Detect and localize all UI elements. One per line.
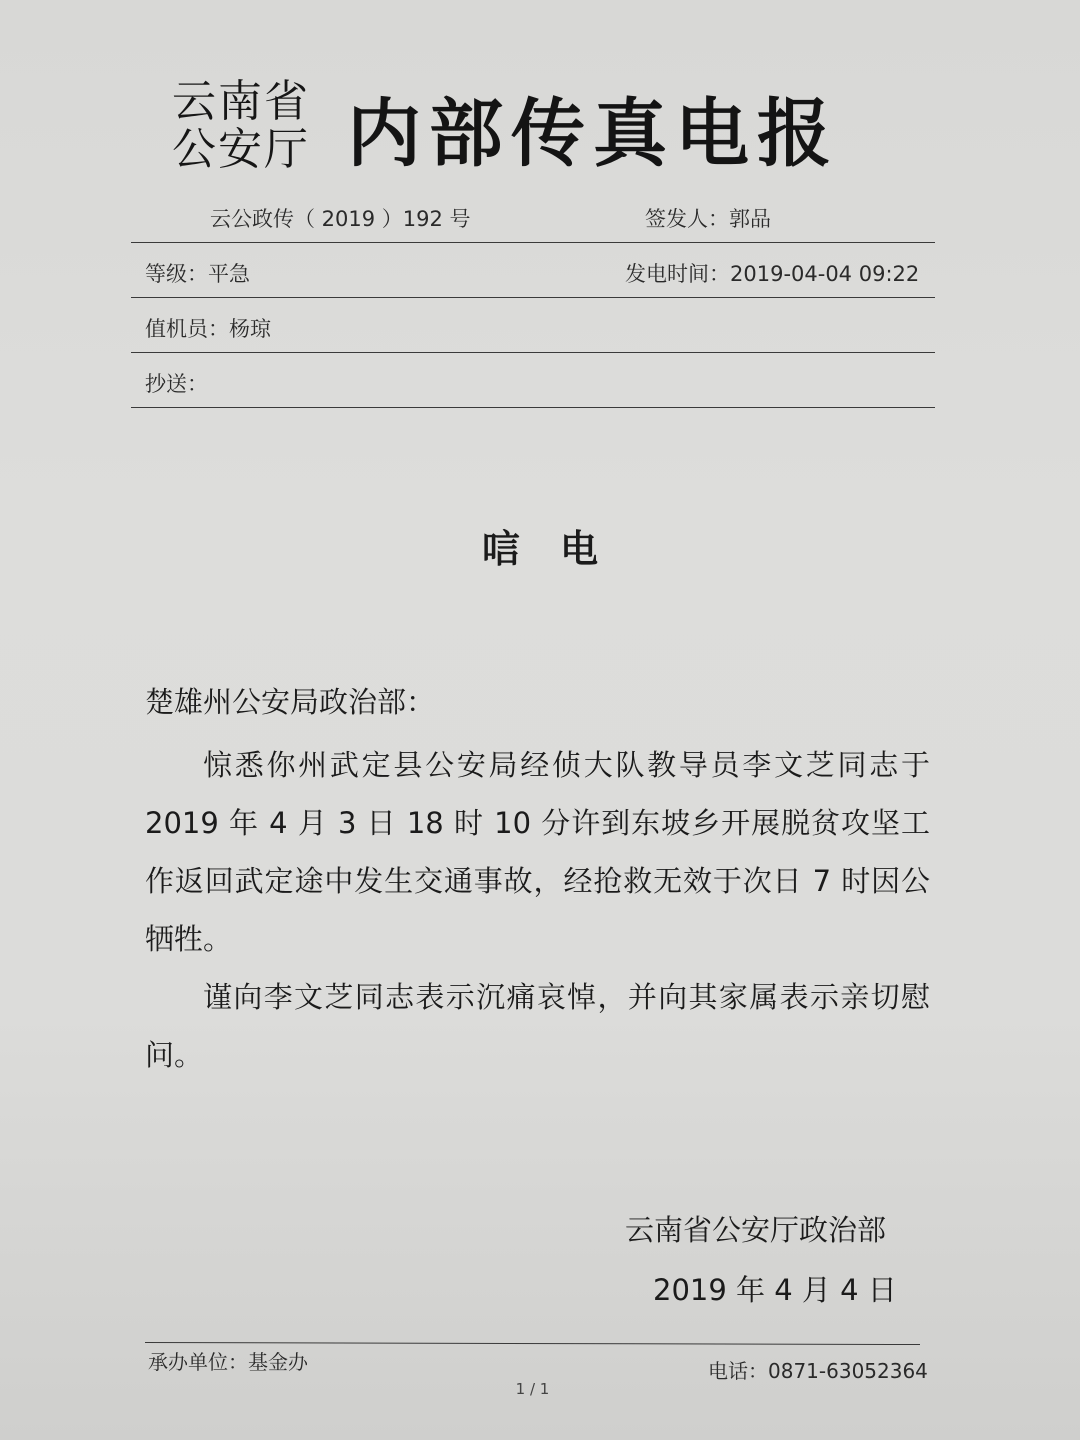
divider	[131, 297, 935, 298]
footer-divider	[145, 1342, 920, 1345]
handling-unit: 承办单位：基金办	[148, 1350, 308, 1374]
carbon-copy: 抄送：	[145, 372, 208, 396]
body-paragraph-2: 谨向李文芝同志表示沉痛哀悼，并向其家属表示亲切慰问。	[145, 980, 930, 1072]
masthead	[172, 78, 872, 188]
addressee: 楚雄州公安局政治部：	[145, 685, 436, 719]
letter-date: 2019 年 4 月 4 日	[653, 1273, 897, 1307]
letter-title: 唁电	[481, 527, 638, 571]
signature: 云南省公安厅政治部	[625, 1213, 887, 1247]
org-line-2: 公安厅	[172, 124, 310, 175]
issuer: 签发人：郭品	[645, 207, 771, 231]
send-time: 发电时间：2019-04-04 09:22	[625, 262, 920, 286]
divider	[131, 407, 935, 408]
divider	[131, 352, 935, 353]
priority-level: 等级：平急	[145, 262, 250, 286]
issuing-organization	[172, 78, 310, 174]
operator: 值机员：杨琼	[145, 317, 271, 341]
document-number: 云公政传（ 2019 ）192 号	[210, 207, 471, 231]
divider	[131, 242, 935, 243]
body-paragraph-1: 惊悉你州武定县公安局经侦大队教导员李文芝同志于 2019 年 4 月 3 日 18 时 10 分许到东坡乡开展脱贫攻坚工作返回武定途中发生交通事故，经抢救无效于次日 7 时因公牺牲。	[145, 748, 930, 956]
contact-phone: 电话：0871-63052364	[708, 1359, 928, 1383]
org-line-1: 云南省	[172, 76, 310, 127]
page-number: 1 / 1	[515, 1380, 550, 1398]
telegram-title: 内部传真电报	[347, 91, 839, 177]
